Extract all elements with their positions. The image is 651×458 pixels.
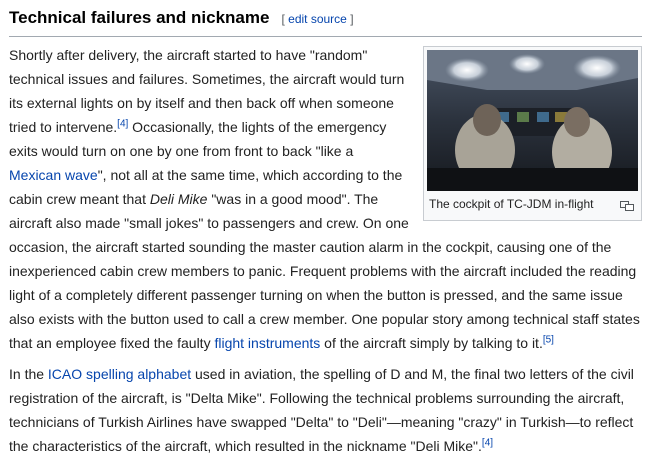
figure-caption	[427, 191, 638, 217]
p1-text-4: "was in a good mood". The aircraft also made "small jokes" to passengers and crew. On one occasion, the aircraft started sounding the master caution alarm in the cockpit, causing one of the inexperienced cabin crew members to panic. Frequent problems with the aircraft included the reading light of a completely different passenger turning on when the button is pressed, and the same issue also exists with the button used to call a crew member. One popular story among technical staff states that an employee fixed the faulty	[9, 191, 640, 351]
edit-section-link-wrapper	[281, 7, 353, 31]
icao-spelling-alphabet-link[interactable]: ICAO spelling alphabet	[47, 366, 192, 382]
deli-mike-italic: Deli Mike	[149, 191, 208, 207]
caption-text: The cockpit of TC-JDM in-flight	[429, 197, 594, 211]
figure-thumbnail	[423, 46, 642, 221]
reference-5-sup	[543, 334, 554, 345]
paragraph-nickname	[9, 362, 642, 458]
edit-source-link[interactable]: edit source	[288, 12, 347, 26]
p1-text-2: Occasionally, the lights of the emergency exits would turn on one by one from front to back "like a	[9, 119, 387, 159]
magnify-clip-icon[interactable]	[620, 201, 634, 211]
reference-4-sup	[117, 118, 128, 129]
section-heading: Technical failures and nickname	[9, 8, 270, 27]
reference-4b-sup	[482, 437, 493, 448]
mexican-wave-link[interactable]: Mexican wave	[9, 167, 98, 183]
edit-bracket-open: [	[281, 12, 285, 26]
p1-text-1: Shortly after delivery, the aircraft started to have "random" technical issues and failures. Sometimes, the aircraft would turn its external lights on by itself and then back off when someone tried to intervene.	[9, 47, 405, 135]
p1-text-3: ", not all at the same time, which according to the cabin crew meant that	[9, 167, 403, 207]
reference-4-link[interactable]: [4]	[117, 118, 129, 130]
reference-4b-link[interactable]: [4]	[481, 437, 494, 449]
p1-text-5: of the aircraft simply by talking to it.	[320, 335, 543, 351]
reference-5-link[interactable]: [5]	[542, 334, 554, 346]
cockpit-photo[interactable]	[427, 50, 638, 191]
p2-text-1: In the	[9, 366, 48, 382]
p2-text-2: used in aviation, the spelling of D and M, the final two letters of the civil registration of the aircraft, is "Delta Mike". Following the technical problems surrounding the aircraft, technicians of Turkish Airlines have swapped "Delta" to "Deli"—meaning "crazy" in Turkish—to reflect the characteristics of the aircraft, which resulted in the nickname "Deli Mike".	[9, 366, 634, 454]
flight-instruments-link[interactable]: flight instruments	[214, 335, 321, 351]
edit-bracket-close: ]	[350, 12, 354, 26]
section-header	[9, 0, 642, 37]
